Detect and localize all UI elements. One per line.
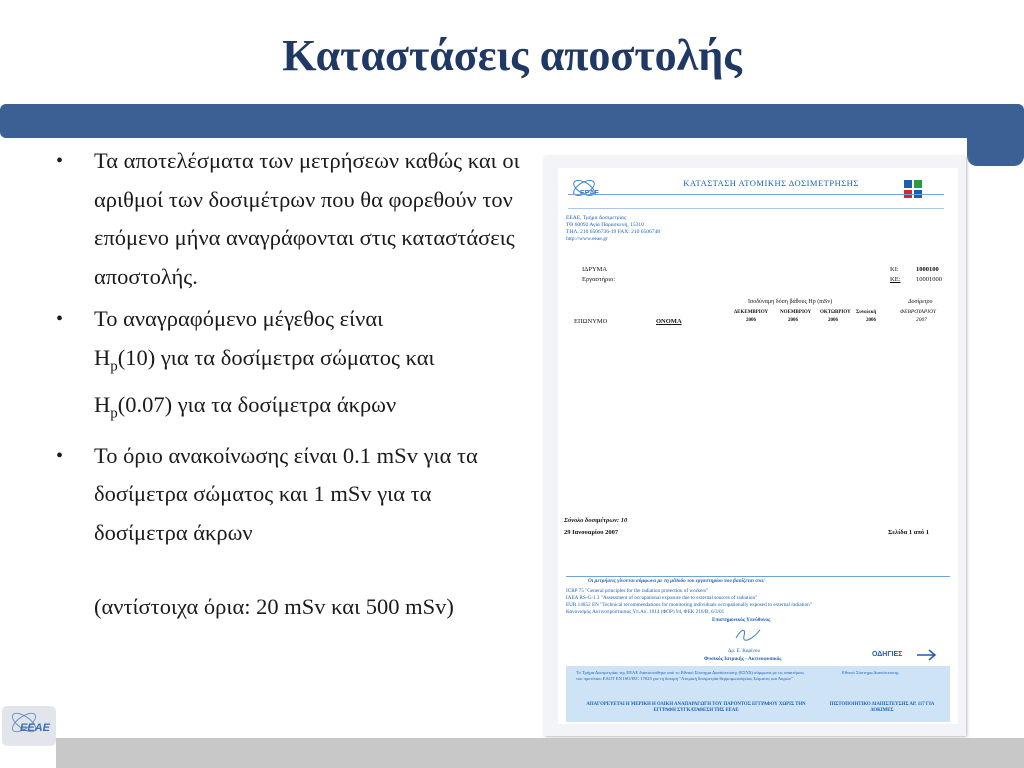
header-band — [0, 104, 1024, 138]
footer-bar — [56, 738, 1024, 768]
bullet-symbol: • — [56, 444, 64, 467]
year-col: 2006 — [746, 318, 756, 323]
bullet-text: Τα αποτελέσματα των μετρήσεων καθώς και οι αριθμοί των δοσιμέτρων που θα φορεθούν τον επόμενο μήνα αναγράφονται στις καταστάσεις αποστολής. — [94, 148, 520, 289]
header-band-tab — [967, 130, 1024, 166]
report-date: 29 Ιανουαρίου 2007 — [564, 529, 619, 536]
hp10-line: $H_p(10)$ για τα δοσίμετρα σώματος και — [94, 344, 435, 374]
dosimetry-report-image — [544, 156, 966, 736]
header-divider — [568, 208, 944, 209]
bullet-text: Το όριο ανακοίνωσης είναι 0.1 mSv για τα δοσίμετρα σώματος και 1 mSv για τα δοσίμετρα άκρων — [94, 442, 478, 545]
method-note: Οι μετρήσεις γίνονται σύμφωνα με τη μέθοδο του εργαστηρίου που βασίζεται στα: — [588, 578, 765, 584]
reference-line: ICRP 75 "General principles for the radiation protection of workers" — [566, 588, 709, 594]
eeae-logo-icon — [568, 178, 602, 206]
bullet-item — [56, 437, 526, 553]
accreditation-box — [566, 666, 950, 722]
ergastirio-label: Εργαστήριο: — [582, 276, 616, 283]
eeae-footer-logo-icon: ΕΕΑΕ — [2, 706, 56, 746]
instructions-label: ΟΔΗΓΙΕΣ — [872, 651, 903, 658]
col-surname: ΕΠΩΝΥΜΟ — [574, 318, 608, 325]
bullet-text: Το αναγραφόμενο μέγεθος είναι — [94, 306, 384, 331]
dosimeter-month: ΦΕΒΡΟΥΑΡΙΟΥ — [900, 309, 936, 315]
header-divider — [568, 194, 944, 195]
accreditation-text: Το Τμήμα Δοσιμετρίας της ΕΕΑΕ διαπιστεύθηκε από το Εθνικό Σύστημα Διαπίστευσης (ΕΣΥΔ) σύμφωνα με τις απαιτήσεις του προτύπου ΕΛΟΤ EN ISO/IEC 17025 για τη δοκιμή "Ατομική δοσιμετρία θερμοφωταύγειας Σώματος και Άκρων" — [576, 670, 805, 681]
signer-name: Δρ. Ε. Καρίνου — [728, 648, 761, 654]
hp007-line: $H_p(0.07)$ για τα δοσίμετρα άκρων — [94, 391, 397, 421]
ke-label: ΚΕ: — [890, 276, 901, 283]
report-address: ΕΕΑΕ, Τμήμα Δοσιμετρίας ΤΘ 60092 Αγία Παρασκευή, 15310 ΤΗΛ. 210 6506736-19 FAX: 210 6506748 http://www.eeae.gr — [566, 215, 661, 242]
accreditation-body: Εθνικό Σύστημα Διαπίστευσης — [842, 670, 899, 675]
reference-line: EUR 14852 EN "Technical recommendations for monitoring individuals occupationally exposed to external radiation" — [566, 602, 812, 608]
bullet-item — [56, 142, 526, 296]
page-count: Σελίδα 1 από 1 — [888, 529, 930, 536]
signer-role: Φυσικός Ιατρικής - Ακτινοφυσικός — [704, 656, 782, 662]
bullet-list — [56, 142, 526, 627]
signature-icon — [734, 626, 762, 642]
report-page — [558, 168, 958, 724]
report-header-title: ΚΑΤΑΣΤΑΣΗ ΑΤΟΜΙΚΗΣ ΔΟΣΙΜΕΤΡΗΣΗΣ — [683, 178, 859, 188]
col-name: ΟΝΟΜΑ — [656, 318, 682, 325]
limits-note: (αντίστοιχα όρια: 20 mSv και 500 mSv) — [94, 594, 454, 619]
month-col: ΔΕΚΕΜΒΡΙΟΥ — [734, 310, 769, 315]
year-col: 2006 — [866, 318, 876, 323]
month-col: ΝΟΕΜΒΡΙΟΥ — [780, 310, 812, 315]
accreditation-logo-icon — [904, 180, 932, 202]
supervisor-label: Επιστημονικός Υπεύθυνος — [712, 617, 771, 623]
year-col: 2006 — [828, 318, 838, 323]
slide-title: Καταστάσεις αποστολής — [282, 31, 742, 80]
dosimeter-year: 2007 — [916, 317, 927, 323]
reference-line: Κανονισμός Ακτινοπροστασίας Υπ.Απ. 1014 (ΦΟΡ) 94, ΦΕΚ 216/Β, 6/3/01 — [566, 609, 725, 615]
ki-label: ΚΙ: — [890, 266, 899, 273]
prohibition-text: ΑΠΑΓΟΡΕΥΕΤΑΙ Η ΜΕΡΙΚΗ Η ΟΛΙΚΗ ΑΝΑΠΑΡΑΓΩΓΗ ΤΟΥ ΠΑΡΟΝΤΟΣ ΕΓΓΡΑΦΟΥ ΧΩΡΙΣ ΤΗΝ ΕΓΓΡΑΦΗ ΣΥΓΚΑΤΑΘΕΣΗ ΤΗΣ ΕΕΑΕ — [586, 702, 806, 713]
bullet-symbol: • — [56, 150, 64, 172]
year-col: 2006 — [788, 318, 798, 323]
section-divider — [566, 576, 950, 577]
month-col: ΟΚΤΩΒΡΙΟΥ — [820, 310, 851, 315]
reference-line: IAEA RS-G-1.3 "Assessment of occupational exposure due to external sources of radiation" — [566, 595, 758, 601]
bullet-symbol: • — [56, 308, 64, 330]
ki-value: 1000100 — [916, 266, 939, 273]
dose-header: Ισοδύναμη δόση βάθους Hp (mSv) — [748, 299, 833, 305]
dosimeter-header: Δοσίμετρο — [908, 299, 933, 305]
month-col: Συνολική — [856, 310, 877, 315]
bullet-item — [56, 300, 526, 433]
ke-value: 10001000 — [916, 276, 942, 283]
certificate-text: ΠΙΣΤΟΠΟΙΗΤΙΚΟ ΔΙΑΠΙΣΤΕΥΣΗΣ ΑΡ. 117 ΓΙΑ ΔΟΚΙΜΕΣ — [829, 702, 935, 713]
idryma-label: ΙΔΡΥΜΑ — [582, 266, 608, 273]
total-dosimeters: Σύνολο δοσιμέτρων: 10 — [564, 517, 628, 524]
arrow-right-icon — [916, 648, 938, 666]
